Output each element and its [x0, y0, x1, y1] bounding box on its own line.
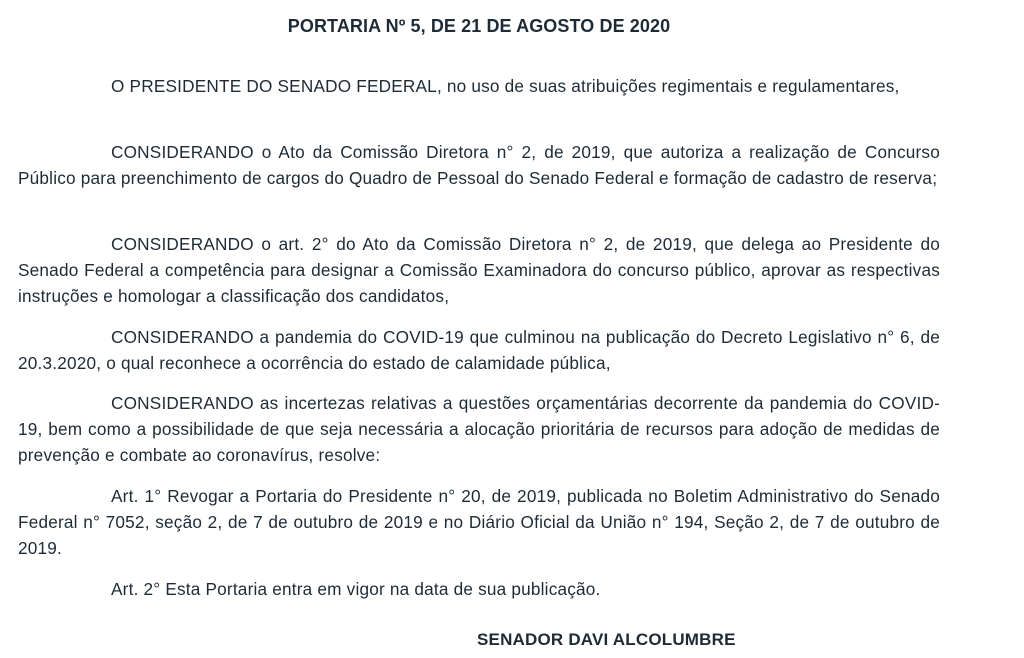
paragraph-considerando-3: CONSIDERANDO a pandemia do COVID-19 que culminou na publicação do Decreto Legislativo n° 6, de 20.3.2020, o qual reconhece a ocorrência do estado de calamidade pública, [18, 327, 940, 373]
paragraph-art-1: Art. 1° Revogar a Portaria do Presidente n° 20, de 2019, publicada no Boletim Administrativo do Senado Federal n° 7052, seção 2, de 7 de outubro de 2019 e no Diário Oficial da União n° 194, Seção 2, de 7 de outubro de 2019. [18, 486, 940, 558]
paragraph-considerando-4: CONSIDERANDO as incertezas relativas a questões orçamentárias decorrente da pandemia do COVID-19, bem como a possibilidade de que seja necessária a alocação prioritária de recursos para adoção de medidas de prevenção e combate ao coronavírus, resolve: [18, 393, 940, 465]
paragraph-preamble: O PRESIDENTE DO SENADO FEDERAL, no uso de suas atribuições regimentais e regulamentares, [111, 76, 900, 96]
paragraph-considerando-1: CONSIDERANDO o Ato da Comissão Diretora n° 2, de 2019, que autoriza a realização de Concurso Público para preenchimento de cargos do Quadro de Pessoal do Senado Federal e formação de cadastro de reserva; [18, 142, 940, 188]
paragraph-art-2: Art. 2° Esta Portaria entra em vigor na data de sua publicação. [111, 579, 601, 599]
page-title: PORTARIA Nº 5, DE 21 DE AGOSTO DE 2020 [287, 16, 671, 36]
signature: SENADOR DAVI ALCOLUMBRE [477, 630, 736, 649]
paragraph-considerando-2: CONSIDERANDO o art. 2° do Ato da Comissão Diretora n° 2, de 2019, que delega ao Presidente do Senado Federal a competência para designar a Comissão Examinadora do concurso público, aprovar as respectivas instruções e homologar a classificação dos candidatos, [18, 234, 940, 306]
